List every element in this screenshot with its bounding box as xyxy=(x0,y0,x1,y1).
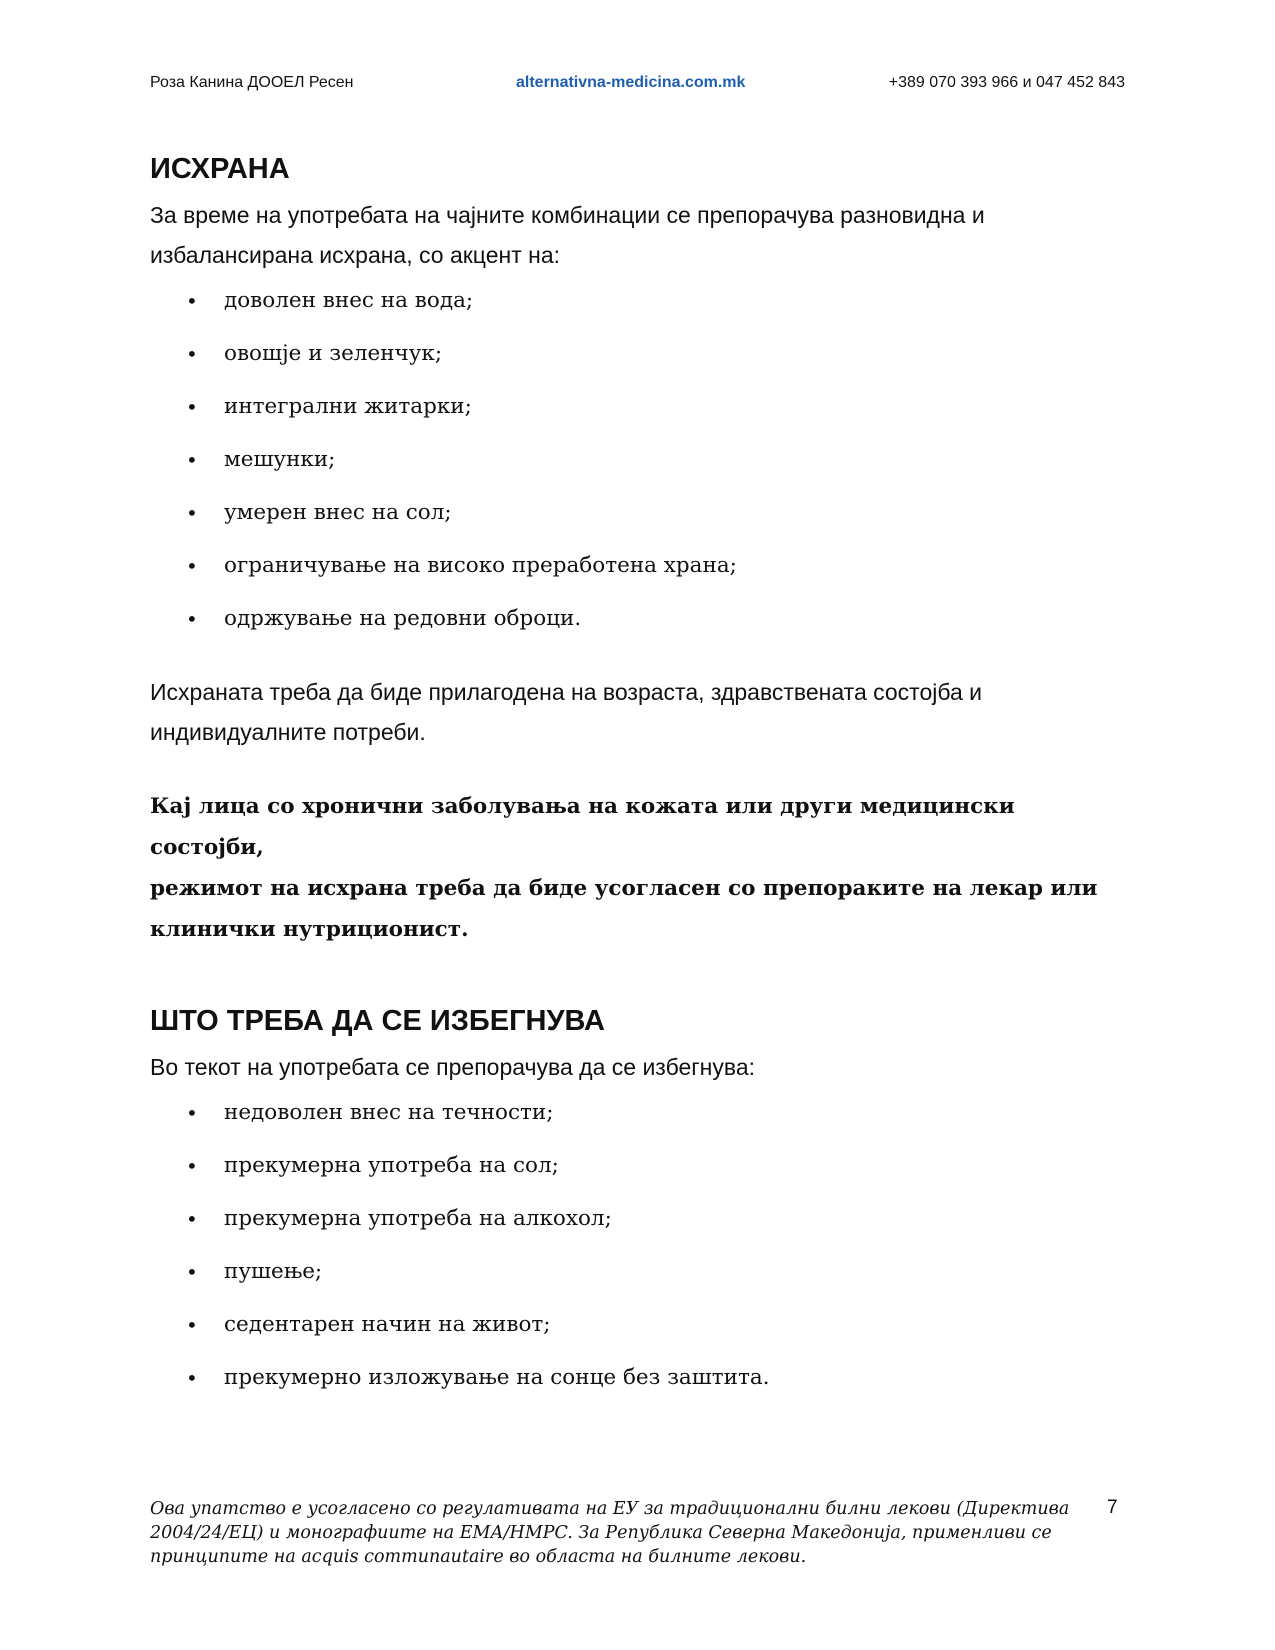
bullet-icon: • xyxy=(186,607,198,631)
bullet-icon: • xyxy=(186,342,198,366)
list-item-text: доволен внес на вода; xyxy=(224,288,474,313)
list-item-text: овошје и зеленчук; xyxy=(224,341,443,366)
nutrition-intro-line-2: избалансирана исхрана, со акцент на: xyxy=(150,242,561,268)
main-content xyxy=(150,150,1110,1415)
warning-line-3: клинички нутриционист. xyxy=(150,917,469,942)
footer-line-3: принципите на acquis communautaire во областа на билните лекови. xyxy=(150,1547,807,1567)
bullet-icon: • xyxy=(186,1260,198,1284)
avoid-intro: Во текот на употребата се препорачува да се избегнува: xyxy=(150,1054,756,1080)
bullet-icon: • xyxy=(186,1207,198,1231)
page-header xyxy=(150,74,1125,98)
avoid-heading: ШТО ТРЕБА ДА СЕ ИЗБЕГНУВА xyxy=(150,1005,605,1037)
list-item-text: мешунки; xyxy=(224,447,336,472)
list-item-text: умерен внес на сол; xyxy=(224,500,452,525)
bullet-icon: • xyxy=(186,554,198,578)
website-link[interactable]: alternativna-medicina.com.mk xyxy=(516,74,746,91)
page-number: 7 xyxy=(1107,1497,1118,1518)
list-item xyxy=(150,391,1110,444)
list-item xyxy=(150,603,1110,656)
list-item-text: прекумерна употреба на алкохол; xyxy=(224,1206,612,1231)
nutrition-list xyxy=(150,285,1110,656)
warning-line-1: Кај лица со хронични заболувања на кожата или други медицински состојби, xyxy=(150,794,1015,860)
bullet-icon: • xyxy=(186,501,198,525)
list-item xyxy=(150,1309,1110,1362)
list-item-text: недоволен внес на течности; xyxy=(224,1100,554,1125)
footer-line-2: 2004/24/ЕЦ) и монографиите на ЕМА/HMPC. За Република Северна Македонија, применливи се xyxy=(150,1523,1052,1543)
regulatory-footer xyxy=(150,1497,1070,1569)
list-item-text: седентарен начин на живот; xyxy=(224,1312,551,1337)
list-item xyxy=(150,550,1110,603)
list-item xyxy=(150,497,1110,550)
list-item-text: ограничување на високо преработена храна; xyxy=(224,553,737,578)
nutrition-heading: ИСХРАНА xyxy=(150,153,290,185)
list-item-text: прекумерно изложување на сонце без заштита. xyxy=(224,1365,770,1390)
nutrition-note-line-1: Исхраната треба да биде прилагодена на возраста, здравствената состојба и xyxy=(150,679,983,705)
list-item xyxy=(150,1362,1110,1415)
list-item-text: прекумерна употреба на сол; xyxy=(224,1153,559,1178)
list-item xyxy=(150,444,1110,497)
list-item xyxy=(150,1150,1110,1203)
bullet-icon: • xyxy=(186,1366,198,1390)
nutrition-intro xyxy=(150,195,1110,275)
list-item xyxy=(150,1203,1110,1256)
avoid-list xyxy=(150,1097,1110,1415)
nutrition-intro-line-1: За време на употребата на чајните комбинации се препорачува разновидна и xyxy=(150,202,985,228)
phone-numbers: +389 070 393 966 и 047 452 843 xyxy=(888,74,1125,91)
bullet-icon: • xyxy=(186,289,198,313)
list-item xyxy=(150,1256,1110,1309)
medical-warning xyxy=(150,786,1110,950)
list-item xyxy=(150,1097,1110,1150)
bullet-icon: • xyxy=(186,1313,198,1337)
company-name: Роза Канина ДООЕЛ Ресен xyxy=(150,74,354,91)
bullet-icon: • xyxy=(186,1101,198,1125)
list-item-text: пушење; xyxy=(224,1259,323,1284)
list-item-text: интегрални житарки; xyxy=(224,394,472,419)
nutrition-note-line-2: индивидуалните потреби. xyxy=(150,719,426,745)
bullet-icon: • xyxy=(186,448,198,472)
list-item xyxy=(150,338,1110,391)
list-item xyxy=(150,285,1110,338)
footer-line-1: Ова упатство е усогласено со регулативата на ЕУ за традиционални билни лекови (Директива xyxy=(150,1499,1070,1519)
bullet-icon: • xyxy=(186,1154,198,1178)
list-item-text: одржување на редовни оброци. xyxy=(224,606,582,631)
nutrition-note xyxy=(150,672,1110,752)
bullet-icon: • xyxy=(186,395,198,419)
warning-line-2: режимот на исхрана треба да биде усогласен со препораките на лекар или xyxy=(150,876,1098,901)
